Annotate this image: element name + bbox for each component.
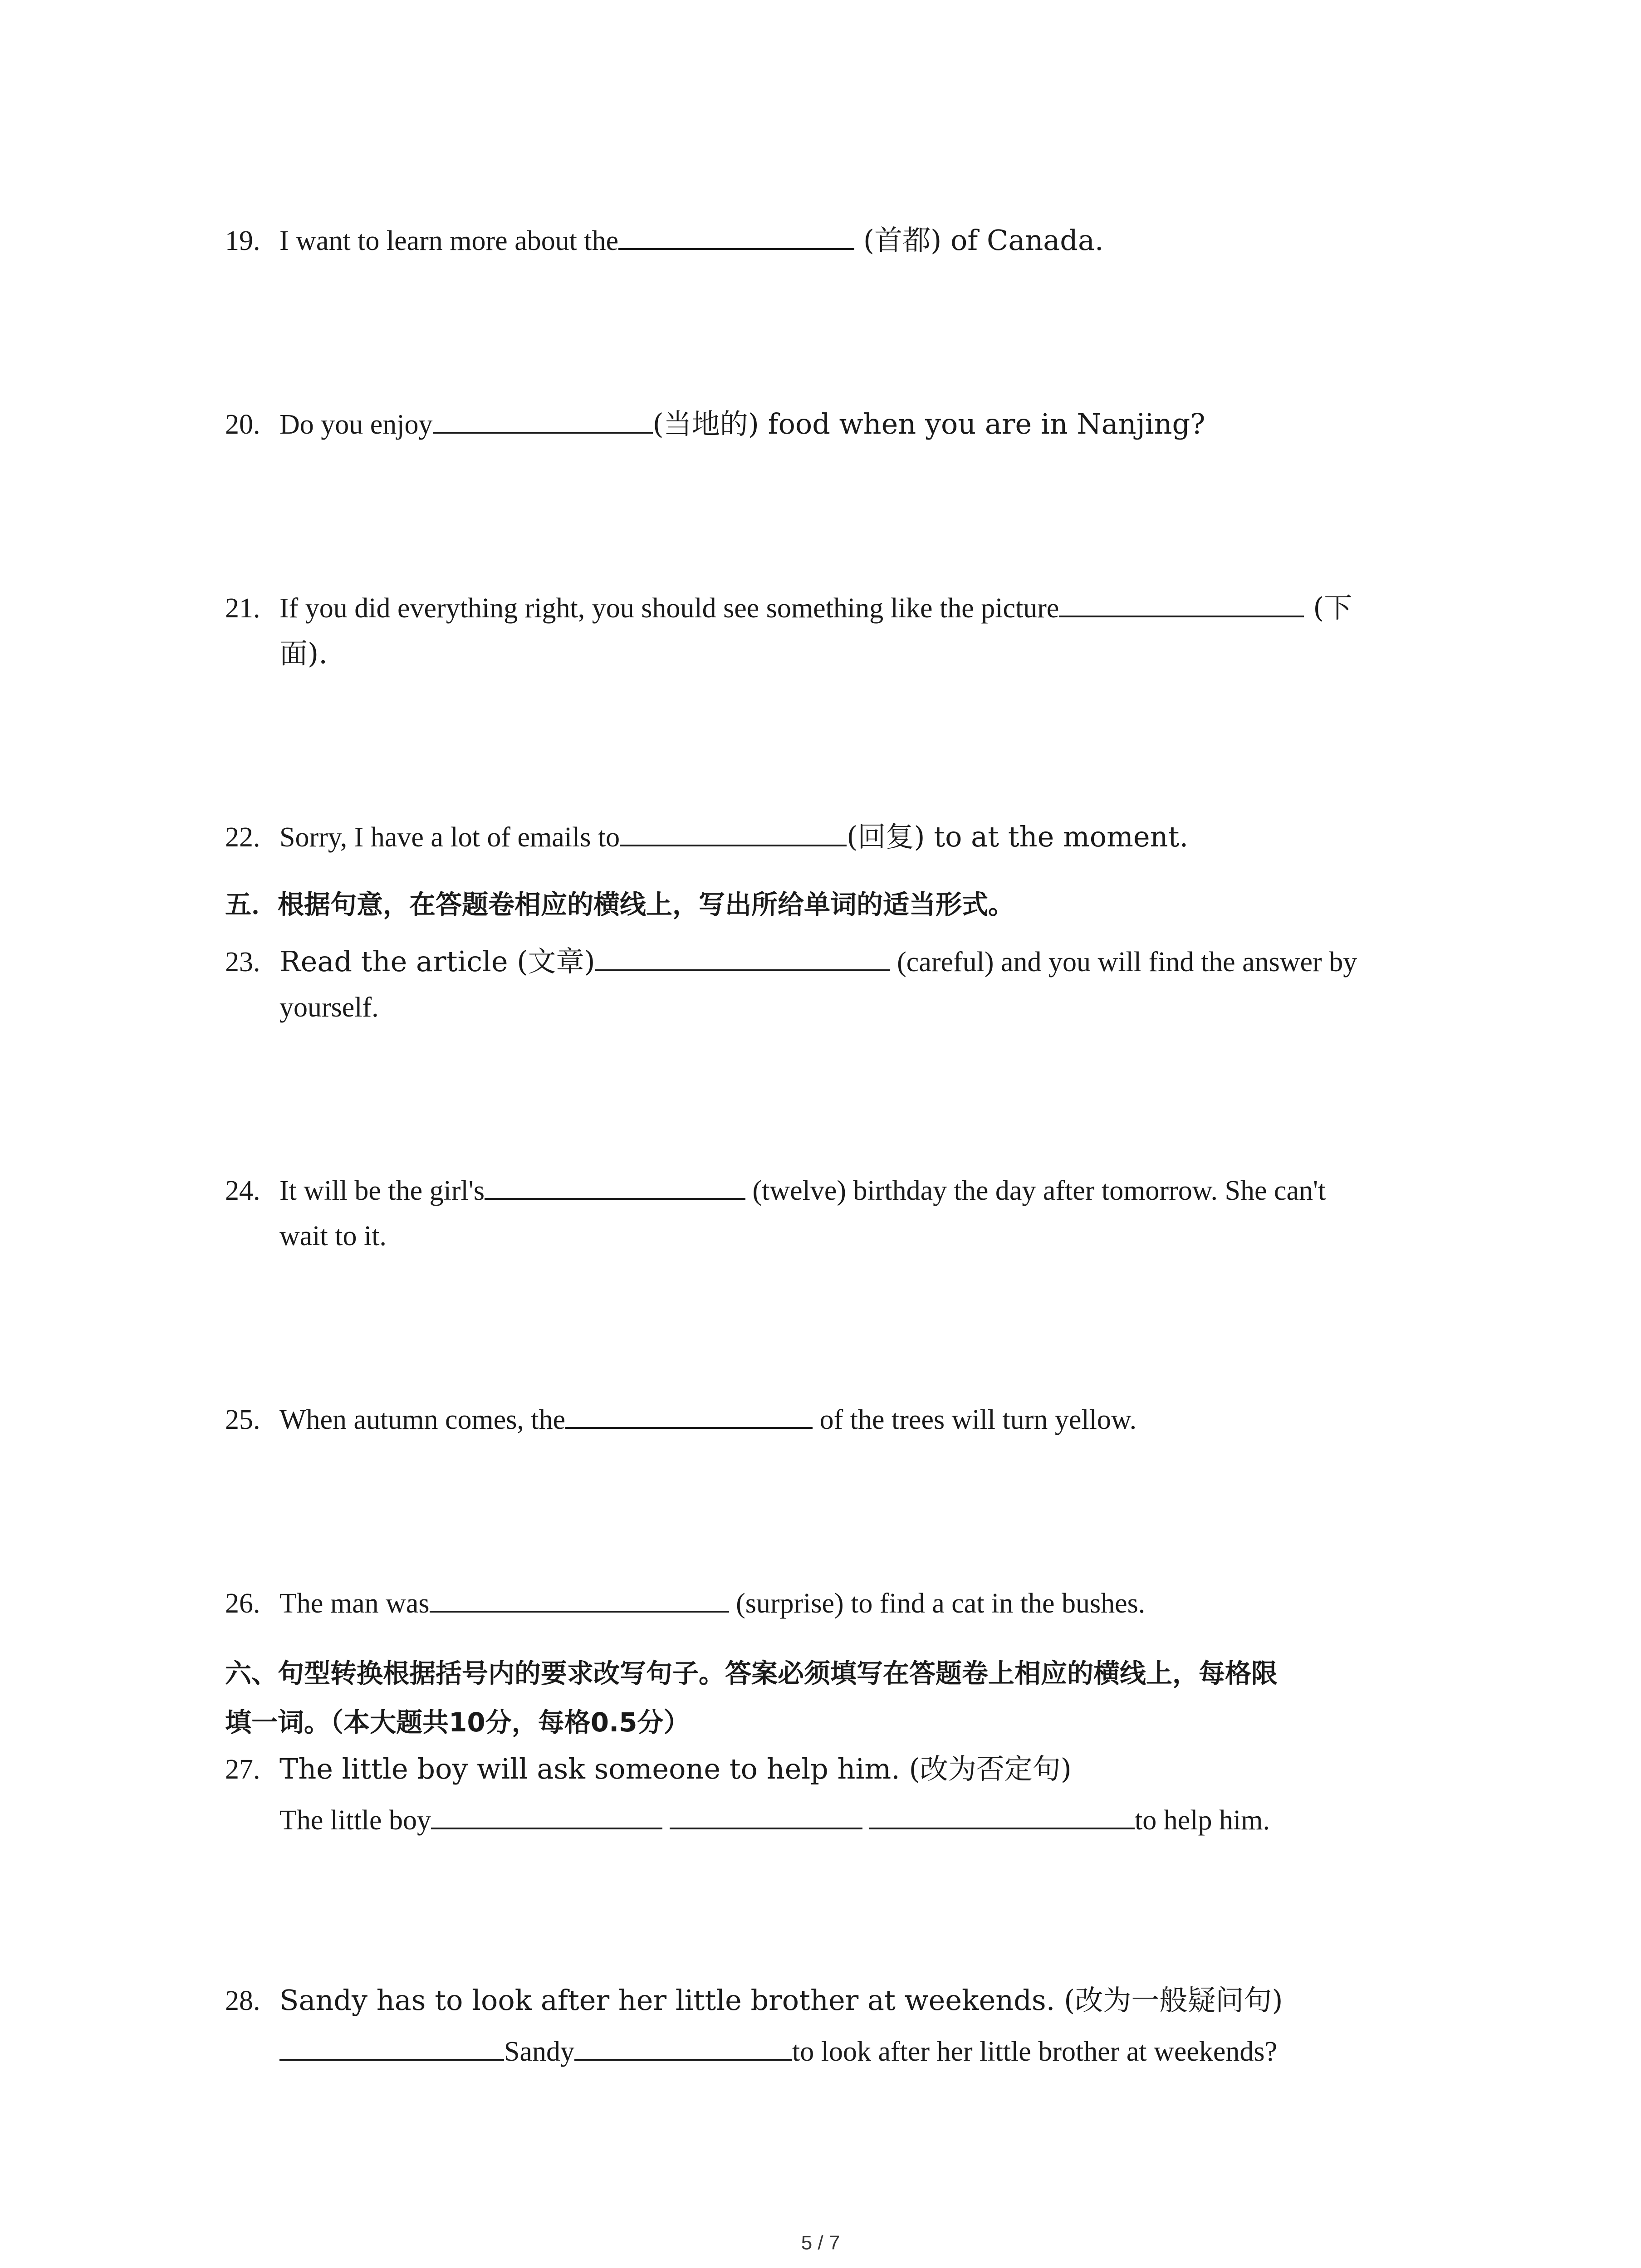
question-25 bbox=[225, 1397, 1459, 1442]
answer-blank[interactable] bbox=[485, 1171, 745, 1200]
section-6-heading bbox=[225, 1649, 1459, 1747]
question-text: (首都) of Canada. bbox=[854, 224, 1104, 257]
answer-blank[interactable] bbox=[618, 221, 854, 250]
question-number: 26. bbox=[225, 1588, 260, 1619]
question-22 bbox=[225, 814, 1459, 860]
question-number: 24. bbox=[225, 1175, 260, 1206]
question-text: (回复) to at the moment. bbox=[847, 820, 1189, 853]
section-5-heading: 五．根据句意，在答题卷相应的横线上，写出所给单词的适当形式。 bbox=[225, 889, 1015, 920]
question-text: Do you enjoy bbox=[279, 409, 433, 440]
question-19 bbox=[225, 218, 1459, 264]
answer-blank[interactable] bbox=[279, 2032, 504, 2061]
question-text: When autumn comes, the bbox=[279, 1404, 566, 1435]
question-text: It will be the girl's bbox=[279, 1175, 485, 1206]
answer-line-text: Sandy bbox=[504, 2036, 574, 2067]
question-text-continued: wait to it. bbox=[279, 1221, 387, 1251]
question-number: 23. bbox=[225, 947, 260, 978]
question-24 bbox=[225, 1168, 1459, 1259]
question-number: 22. bbox=[225, 822, 260, 853]
question-28 bbox=[225, 1978, 1459, 2074]
section-6-heading-line: 填一词。（本大题共10分，每格0.5分） bbox=[225, 1707, 690, 1738]
question-number: 27. bbox=[225, 1754, 260, 1785]
question-text: The man was bbox=[279, 1588, 430, 1619]
question-number: 25. bbox=[225, 1404, 260, 1435]
question-text: Sorry, I have a lot of emails to bbox=[279, 822, 620, 853]
question-number: 20. bbox=[225, 409, 260, 440]
answer-blank[interactable] bbox=[565, 1400, 813, 1429]
answer-line-text: The little boy bbox=[279, 1805, 431, 1836]
question-text: (下 bbox=[1304, 591, 1352, 624]
page-indicator: 5 / 7 bbox=[801, 2232, 840, 2254]
question-text: (surprise) to find a cat in the bushes. bbox=[729, 1588, 1146, 1619]
question-27 bbox=[225, 1746, 1459, 1843]
section-6-heading-line: 六、句型转换根据括号内的要求改写句子。答案必须填写在答题卷上相应的横线上，每格限 bbox=[225, 1658, 1278, 1689]
question-number: 21. bbox=[225, 593, 260, 624]
answer-line bbox=[225, 1798, 1459, 1843]
question-26 bbox=[225, 1581, 1459, 1626]
question-text: The little boy will ask someone to help him. (改为否定句) bbox=[279, 1752, 1072, 1785]
answer-blank[interactable] bbox=[431, 1800, 662, 1829]
answer-blank[interactable] bbox=[574, 2032, 792, 2061]
question-text-continued: yourself. bbox=[279, 992, 379, 1023]
answer-blank[interactable] bbox=[869, 1800, 1135, 1829]
question-21 bbox=[225, 585, 1459, 676]
answer-line-text: to help him. bbox=[1135, 1805, 1270, 1836]
question-20 bbox=[225, 401, 1459, 447]
answer-line-text: to look after her little brother at weekends? bbox=[792, 2036, 1278, 2067]
answer-blank[interactable] bbox=[1059, 588, 1304, 617]
question-number: 28. bbox=[225, 1985, 260, 2016]
answer-line bbox=[225, 2029, 1459, 2074]
question-text: of the trees will turn yellow. bbox=[813, 1404, 1137, 1435]
question-text-continued: 面). bbox=[279, 637, 328, 670]
question-text: (twelve) birthday the day after tomorrow. She can't bbox=[745, 1175, 1326, 1206]
question-23 bbox=[225, 939, 1459, 1030]
question-text: Read the article (文章) bbox=[279, 945, 595, 978]
question-text: Sandy has to look after her little brother at weekends. (改为一般疑问句) bbox=[279, 1984, 1283, 2017]
question-text: (当地的) food when you are in Nanjing? bbox=[652, 407, 1205, 440]
question-text: (careful) and you will find the answer by bbox=[890, 947, 1357, 978]
answer-blank[interactable] bbox=[433, 405, 653, 434]
answer-blank[interactable] bbox=[620, 817, 847, 846]
question-text: If you did everything right, you should see something like the picture bbox=[279, 593, 1059, 624]
answer-blank[interactable] bbox=[670, 1800, 862, 1829]
question-number: 19. bbox=[225, 225, 260, 256]
answer-blank[interactable] bbox=[595, 942, 890, 971]
question-text: I want to learn more about the bbox=[279, 225, 619, 256]
answer-blank[interactable] bbox=[430, 1584, 729, 1613]
